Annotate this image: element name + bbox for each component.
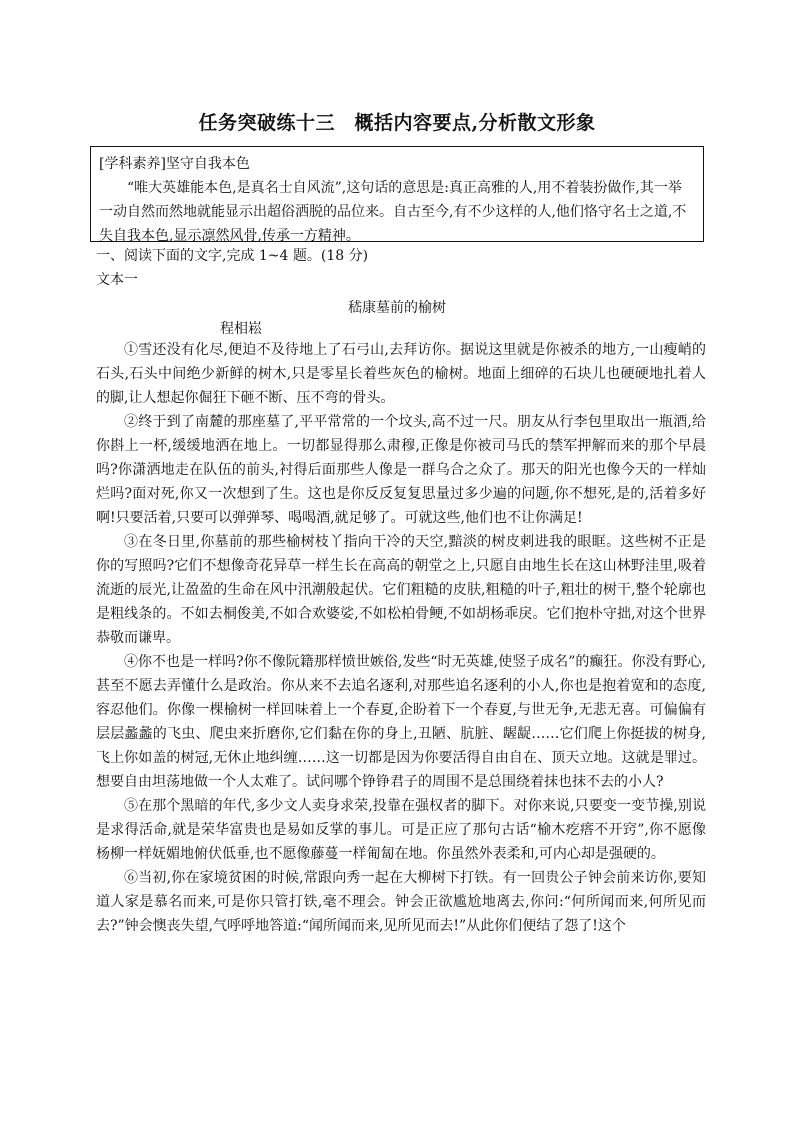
article-author: 程相崧 bbox=[220, 321, 262, 337]
article-body bbox=[96, 338, 706, 938]
literacy-heading: [学科素养]坚守自我本色 bbox=[99, 156, 250, 172]
paragraph: ⑤在那个黑暗的年代,多少文人卖身求荣,投靠在强权者的脚下。对你来说,只要变一变节操,别说是求得活命,就是荣华富贵也是易如反掌的事儿。可是正应了那句古话“榆木疙瘩不开窍”,你不愿像杨柳一样妩媚地俯伏低垂,也不愿像藤蔓一样匍匐在地。你虽然外表柔和,可内心却是强硬的。 bbox=[96, 798, 706, 862]
literacy-box bbox=[90, 146, 704, 242]
article-title: 嵇康墓前的榆树 bbox=[348, 300, 446, 316]
paragraph: ②终于到了南麓的那座墓了,平平常常的一个坟头,高不过一尺。朋友从行李包里取出一瓶酒,给你斟上一杯,缓缓地洒在地上。一切都显得那么肃穆,正像是你被司马氏的禁军押解而来的那个早晨吗?你潇洒地走在队伍的前头,衬得后面那些人像是一群乌合之众了。那天的阳光也像今天的一样灿烂吗?面对死,你又一次想到了生。这也是你反反复复思量过多少遍的问题,你不想死,是的,活着多好啊!只要活着,只要可以弹弹琴、喝喝酒,就足够了。可就这些,他们也不让你满足! bbox=[96, 414, 706, 526]
page-title: 任务突破练十三 概括内容要点,分析散文形象 bbox=[198, 112, 596, 134]
question-instruction: 一、阅读下面的文字,完成 1~4 题。(18 分) bbox=[96, 248, 369, 264]
paragraph: ①雪还没有化尽,便迫不及待地上了石弓山,去拜访你。据说这里就是你被杀的地方,一山瘦峭的石头,石头中间绝少新鲜的树木,只是零星长着些灰色的榆树。地面上细碎的石块儿也硬硬地扎着人的脚,让人想起你倔狂下砸不断、压不弯的骨头。 bbox=[96, 342, 706, 406]
literacy-text: “唯大英雄能本色,是真名士自风流”,这句话的意思是:真正高雅的人,用不着装扮做作,其一举一动自然而然地就能显示出超俗洒脱的品位来。自古至今,有不少这样的人,他们恪守名士之道,不失自我本色,显示凛然风骨,传承一方精神。 bbox=[99, 180, 687, 244]
paragraph: ③在冬日里,你墓前的那些榆树枝丫指向干冷的天空,黯淡的树皮刺进我的眼眶。这些树不正是你的写照吗?它们不想像奇花异草一样生长在高高的朝堂之上,只愿自由地生长在这山林野洼里,吸着流逝的辰光,让盈盈的生命在风中汛潮般起伏。它们粗糙的皮肤,粗糙的叶子,粗壮的树干,整个轮廓也是粗线条的。不如去桐俊美,不如合欢婆娑,不如松柏骨鲠,不如胡杨乖戾。它们抱朴守拙,对这个世界恭敬而谦卑。 bbox=[96, 534, 706, 646]
paragraph: ⑥当初,你在家境贫困的时候,常跟向秀一起在大柳树下打铁。有一回贵公子钟会前来访你,要知道人家是慕名而来,可是你只管打铁,毫不理会。钟会正欲尴尬地离去,你问:“何所闻而来,何所见而去?”钟会懊丧失望,气呼呼地答道:“闻所闻而来,见所见而去!”从此你们便结了怨了!这个 bbox=[96, 870, 706, 934]
paragraph: ④你不也是一样吗?你不像阮籍那样愤世嫉俗,发些“时无英雄,使竖子成名”的癫狂。你没有野心,甚至不愿去弄懂什么是政治。你从来不去追名逐利,对那些追名逐利的小人,你也是抱着宽和的态度,容忍他们。你像一棵榆树一样回味着上一个春夏,企盼着下一个春夏,与世无争,无悲无喜。可偏偏有层层蠡蠡的飞虫、爬虫来折磨你,它们黏在你的身上,丑陋、肮脏、龌龊……它们爬上你挺拔的树身,飞上你如盖的树冠,无休止地纠缠……这一切都是因为你要活得自由自在、顶天立地。这就是罪过。想要自由坦荡地做一个人太难了。试问哪个铮铮君子的周围不是总围绕着抹也抹不去的小人? bbox=[96, 654, 706, 790]
text-label: 文本一 bbox=[96, 272, 138, 288]
